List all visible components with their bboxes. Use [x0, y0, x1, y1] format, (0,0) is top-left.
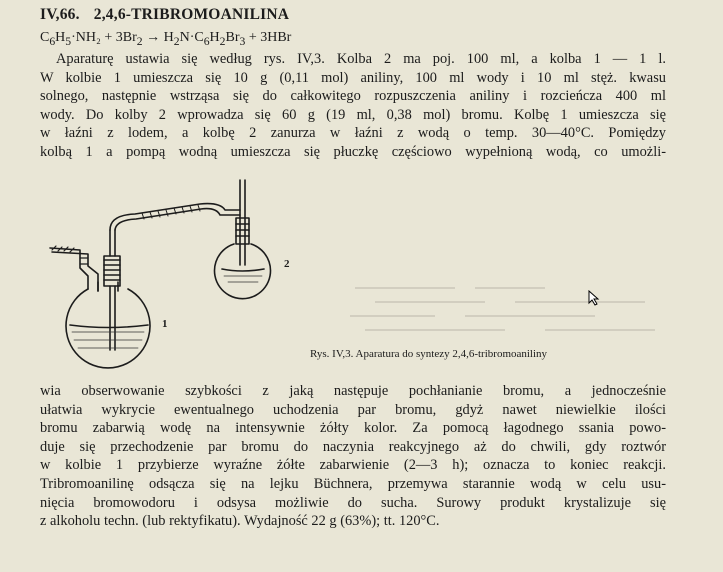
- bleed-through-text: [345, 280, 675, 340]
- compound-name: 2,4,6-TRIBROMOANILINA: [93, 6, 290, 23]
- text-line: wia obserwowanie szybkości z jaką następuje pochłanianie bromu, a jednocześnie: [40, 383, 666, 399]
- reaction-equation: $C_6H_5\cdot NH_2 + 3Br_2 \to H_2N\cdot C_6H_2Br_3 + 3HBr$: [40, 30, 292, 48]
- text-line: wody. Do kolby 2 wprowadza się 60 g (19 ml, 0,38 mol) bromu. Kolbę 1 umieszcza się: [40, 106, 666, 123]
- text-line: w łaźni z lodem, a kolbę 2 zanurza w łaźni z wodą o temp. 30—40°C. Pomiędzy: [40, 125, 666, 141]
- section-number: IV,66.: [40, 6, 80, 23]
- text-line: Aparaturę ustawia się według rys. IV,3. Kolba 2 ma poj. 100 ml, a kolba 1 — 1 l.: [56, 51, 666, 67]
- flask-2: [215, 180, 271, 299]
- figure-caption: Rys. IV,3. Aparatura do syntezy 2,4,6-tribromoaniliny: [310, 348, 548, 360]
- text-line: ułatwia wykrycie ewentualnego uchodzenia par bromu, gdyż nawet niewielkie ilości: [40, 401, 666, 418]
- text-line: solnego, następnie wstrząsa się do całkowitego rozpuszczenia aniliny i rozcieńcza 400 ml: [40, 88, 666, 104]
- flask-1-label: 1: [162, 318, 168, 330]
- procedure-paragraph-1: [40, 50, 666, 161]
- connecting-tube: [110, 204, 240, 230]
- text-line: z alkoholu techn. (lub rektyfikatu). Wydajność 22 g (63%); tt. 120°C.: [40, 513, 440, 530]
- section-heading: [40, 6, 289, 24]
- flask-1: [50, 230, 150, 368]
- flask-2-label: 2: [284, 258, 290, 270]
- text-line: W kolbie 1 umieszcza się 10 g (0,11 mol) aniliny, 100 ml wody i 10 ml stęż. kwasu: [40, 69, 666, 86]
- mouse-pointer-icon: [588, 290, 602, 306]
- text-line: duje się przechodzenie par bromu do naczynia reakcyjnego aż do chwili, gdy roztwór: [40, 438, 666, 455]
- text-line: bromu zabarwią wodę na intensywnie żółty kolor. Za pomocą łagodnego ssania powo-: [40, 420, 666, 437]
- text-line: kolbą 1 a pompą wodną umieszcza się płuczkę częściowo wypełnioną wodą, co umożli-: [40, 143, 666, 160]
- text-line: w kolbie 1 przybierze wyraźne żółte zabarwienie (2—3 h); oznacza to koniec reakcji.: [40, 457, 666, 474]
- text-line: nięcia bromowodoru i odsysa możliwie do sucha. Surowy produkt krystalizuje się: [40, 494, 666, 511]
- procedure-paragraph-2: [40, 382, 666, 531]
- text-line: Tribromoanilinę odsącza się na lejku Büchnera, przemywa starannie wodą w celu usu-: [40, 475, 666, 492]
